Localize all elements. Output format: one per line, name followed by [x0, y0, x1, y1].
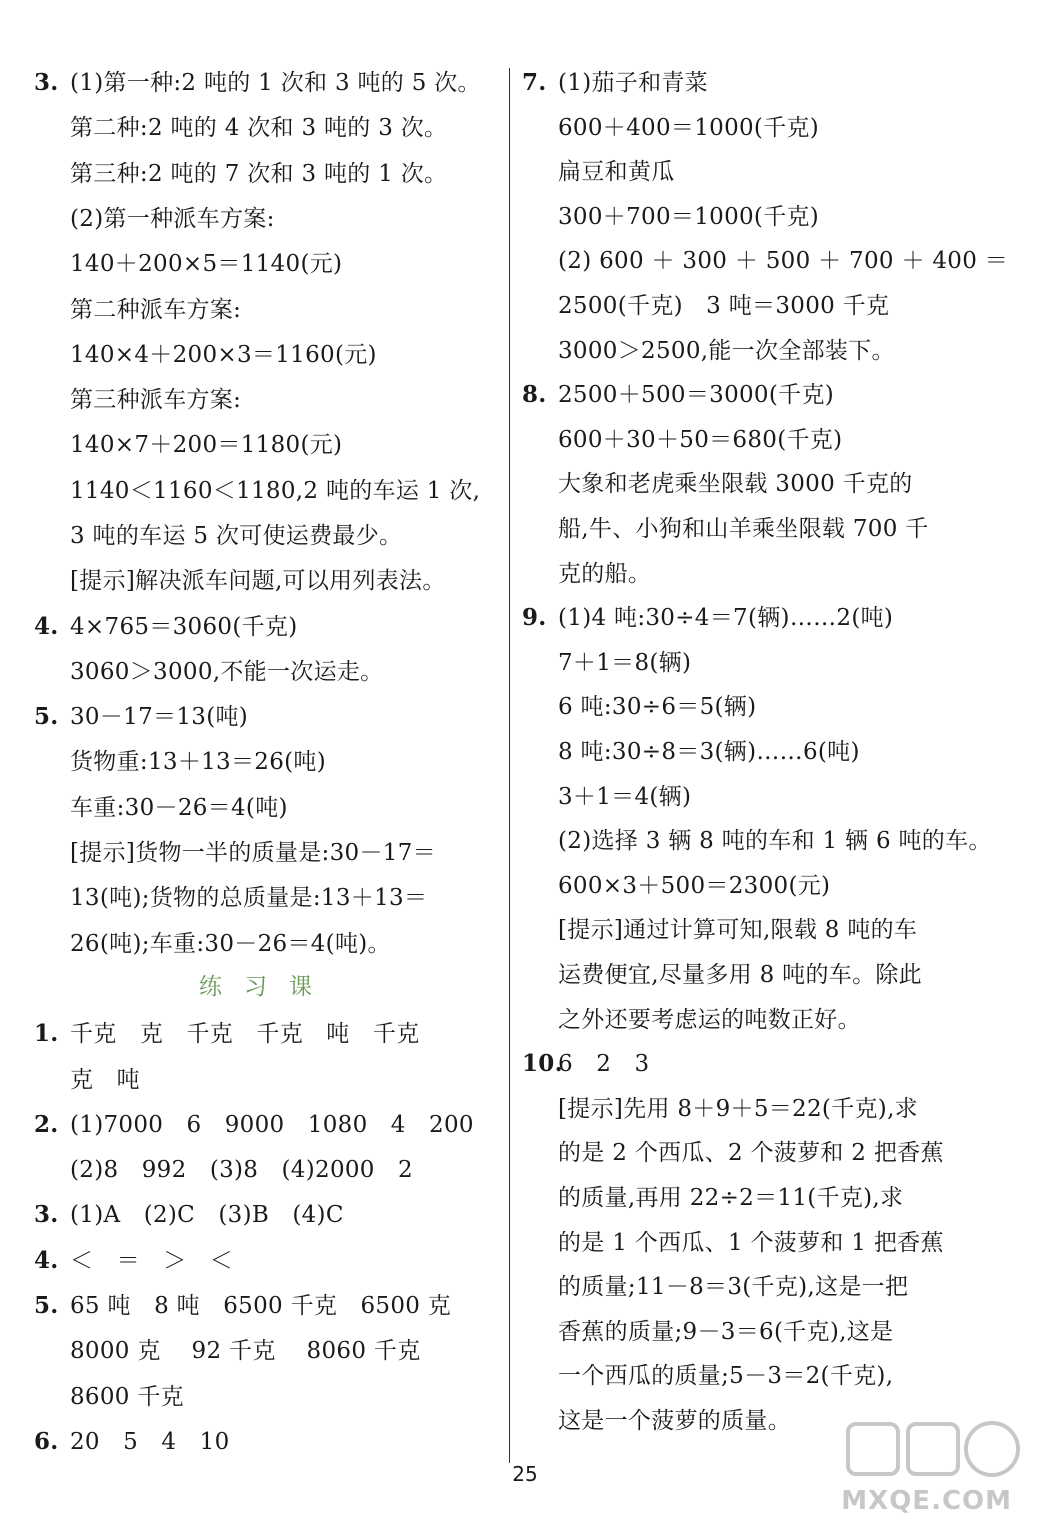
answer-text: 这是一个菠萝的质量。 — [558, 1408, 791, 1434]
answer-text: 3＋1＝4(辆) — [558, 784, 692, 810]
answer-text: (2)第一种派车方案: — [70, 206, 275, 232]
answer-text: 的是 2 个西瓜、2 个菠萝和 2 把香蕉 — [558, 1140, 944, 1166]
answer-text: 船,牛、小狗和山羊乘坐限载 700 千 — [558, 516, 929, 542]
question-number: 8. — [522, 381, 547, 408]
question-number: 1. — [34, 1020, 59, 1047]
answer-text: 30－17＝13(吨) — [70, 704, 249, 730]
answer-text: ＜ ＝ ＞ ＜ — [70, 1248, 234, 1274]
answer-text: 26(吨);车重:30－26＝4(吨)。 — [70, 931, 391, 957]
answer-text: 6 吨:30÷6＝5(辆) — [558, 694, 757, 720]
question-number: 10. — [522, 1050, 563, 1077]
watermark-logo — [842, 1416, 1032, 1526]
answer-text: 13(吨);货物的总质量是:13＋13＝ — [70, 885, 428, 911]
answer-text: [提示]通过计算可知,限载 8 吨的车 — [558, 917, 918, 943]
answer-text: 140×7＋200＝1180(元) — [70, 432, 343, 458]
answer-text: 8600 千克 — [70, 1384, 184, 1410]
answer-text: 克的船。 — [558, 561, 652, 587]
answer-text: 600＋30＋50＝680(千克) — [558, 427, 843, 453]
answer-text: 第二种:2 吨的 4 次和 3 吨的 3 次。 — [70, 115, 448, 141]
question-number: 3. — [34, 69, 59, 96]
answer-text: 第三种派车方案: — [70, 387, 242, 413]
page-number: 25 — [512, 1462, 538, 1486]
question-number: 6. — [34, 1428, 59, 1455]
answer-text: 1140＜1160＜1180,2 吨的车运 1 次, — [70, 478, 481, 504]
answer-text: (2) 600 ＋ 300 ＋ 500 ＋ 700 ＋ 400 ＝ — [558, 248, 1009, 274]
answer-text: 6 2 3 — [558, 1051, 650, 1077]
answer-text: (1)7000 6 9000 1080 4 200 — [70, 1112, 474, 1138]
answer-text: (1)A (2)C (3)B (4)C — [70, 1202, 344, 1228]
answer-text: 20 5 4 10 — [70, 1429, 230, 1455]
answer-text: 大象和老虎乘坐限载 3000 千克的 — [558, 471, 913, 497]
watermark-text: MXQE.COM — [841, 1486, 1012, 1516]
answer-text: [提示]解决派车问题,可以用列表法。 — [70, 568, 446, 594]
answer-text: (2)选择 3 辆 8 吨的车和 1 辆 6 吨的车。 — [558, 828, 992, 854]
answer-text: 300＋700＝1000(千克) — [558, 204, 820, 230]
question-number: 5. — [34, 1292, 59, 1319]
answer-text: (2)8 992 (3)8 (4)2000 2 — [70, 1157, 413, 1183]
answer-text: 8000 克 92 千克 8060 千克 — [70, 1338, 421, 1364]
answer-text: 的质量;11－8＝3(千克),这是一把 — [558, 1274, 909, 1300]
question-number: 9. — [522, 604, 547, 631]
answer-text: 克 吨 — [70, 1067, 140, 1093]
answer-text: (1)4 吨:30÷4＝7(辆)……2(吨) — [558, 605, 894, 631]
question-number: 2. — [34, 1111, 59, 1138]
answer-text: 65 吨 8 吨 6500 千克 6500 克 — [70, 1293, 452, 1319]
answer-text: [提示]货物一半的质量是:30－17＝ — [70, 840, 436, 866]
answer-text: 扁豆和黄瓜 — [558, 159, 675, 185]
answer-text: 货物重:13＋13＝26(吨) — [70, 749, 326, 775]
answer-text: 3 吨的车运 5 次可使运费最少。 — [70, 523, 403, 549]
question-number: 4. — [34, 1247, 59, 1274]
question-number: 3. — [34, 1201, 59, 1228]
answer-text: [提示]先用 8＋9＋5＝22(千克),求 — [558, 1096, 918, 1122]
answer-text: 600＋400＝1000(千克) — [558, 115, 820, 141]
answer-text: 之外还要考虑运的吨数正好。 — [558, 1007, 861, 1033]
answer-text: 2500＋500＝3000(千克) — [558, 382, 835, 408]
answer-text: 140×4＋200×3＝1160(元) — [70, 342, 377, 368]
answer-text: 140＋200×5＝1140(元) — [70, 251, 343, 277]
question-number: 7. — [522, 69, 547, 96]
answer-text: (1)茄子和青菜 — [558, 70, 708, 96]
answer-text: 2500(千克) 3 吨＝3000 千克 — [558, 293, 890, 319]
answer-text: 3060＞3000,不能一次运走。 — [70, 659, 384, 685]
answer-text: (1)第一种:2 吨的 1 次和 3 吨的 5 次。 — [70, 70, 481, 96]
answer-text: 第二种派车方案: — [70, 297, 242, 323]
answer-text: 8 吨:30÷8＝3(辆)……6(吨) — [558, 739, 860, 765]
answer-text: 4×765＝3060(千克) — [70, 614, 298, 640]
answer-text: 车重:30－26＝4(吨) — [70, 795, 288, 821]
answer-text: 运费便宜,尽量多用 8 吨的车。除此 — [558, 962, 922, 988]
answer-text: 7＋1＝8(辆) — [558, 650, 692, 676]
answer-text: 3000＞2500,能一次全部装下。 — [558, 338, 895, 364]
answer-text: 600×3＋500＝2300(元) — [558, 873, 831, 899]
answer-text: 一个西瓜的质量;5－3＝2(千克), — [558, 1363, 894, 1389]
answer-text: 香蕉的质量;9－3＝6(千克),这是 — [558, 1319, 894, 1345]
column-divider — [509, 68, 510, 1463]
answer-text: 的质量,再用 22÷2＝11(千克),求 — [558, 1185, 904, 1211]
answer-text: 千克 克 千克 千克 吨 千克 — [70, 1021, 420, 1047]
section-title: 练习课 — [199, 974, 334, 1000]
answer-text: 第三种:2 吨的 7 次和 3 吨的 1 次。 — [70, 161, 448, 187]
question-number: 5. — [34, 703, 59, 730]
answer-text: 的是 1 个西瓜、1 个菠萝和 1 把香蕉 — [558, 1230, 944, 1256]
question-number: 4. — [34, 613, 59, 640]
